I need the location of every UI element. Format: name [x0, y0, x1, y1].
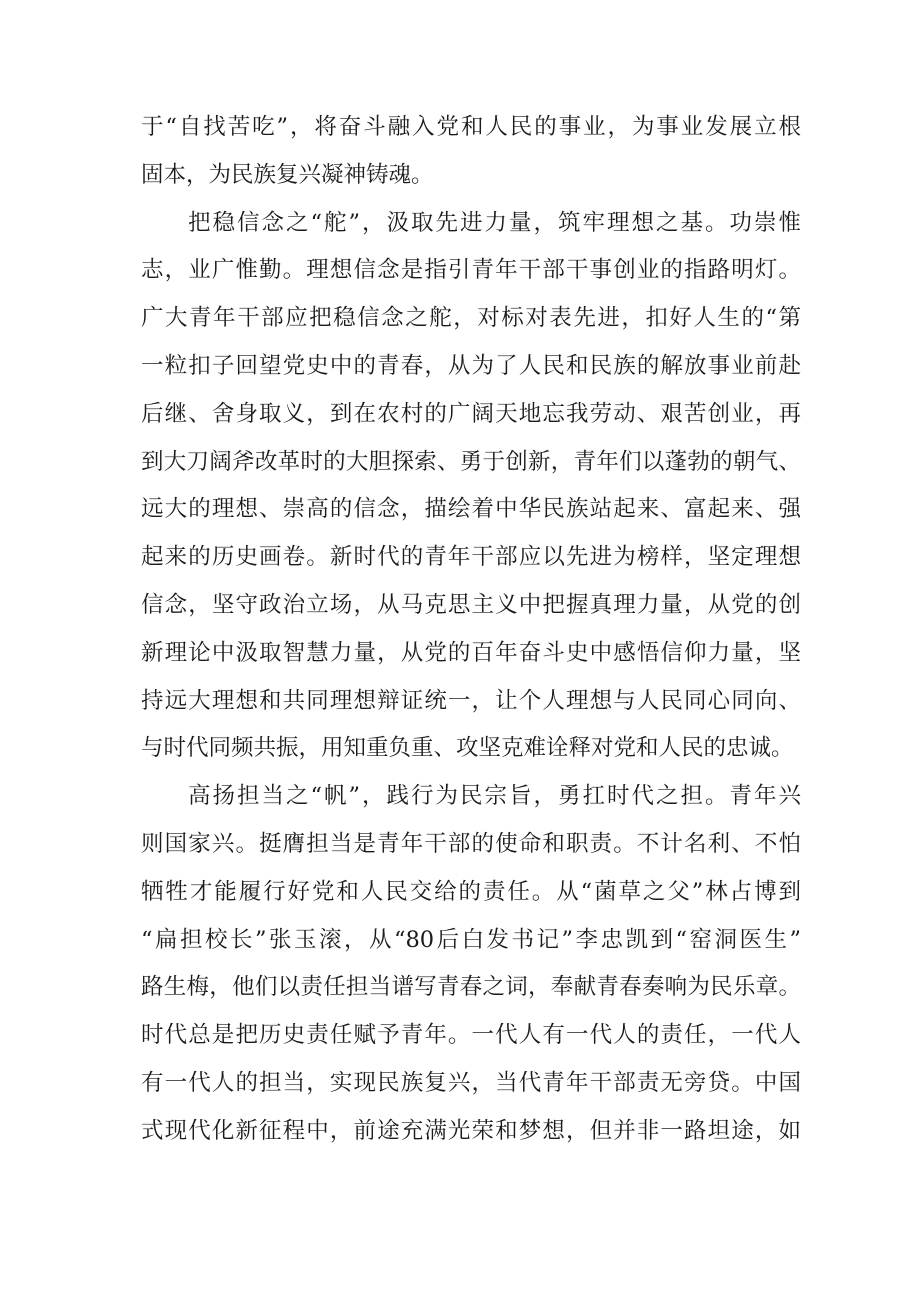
text-line: 牺牲才能履行好党和人民交给的责任。从“菌草之父”林占博到	[141, 878, 801, 905]
text-line: 新理论中汲取智慧力量，从党的百年奋斗史中感悟信仰力量，坚	[141, 639, 801, 666]
text-line: 有一代人的担当，实现民族复兴，当代青年干部责无旁贷。中国	[141, 1069, 801, 1096]
body-text	[141, 104, 801, 1156]
text-line: 则国家兴。挺膺担当是青年干部的使命和职责。不计名利、不怕	[141, 830, 801, 857]
text-line: 后继、舍身取义，到在农村的广阔天地忘我劳动、艰苦创业，再	[141, 400, 801, 427]
text-line: 起来的历史画卷。新时代的青年干部应以先进为榜样，坚定理想	[141, 544, 801, 571]
text-line: “扁担校长”张玉滚，从“80后白发书记”李忠凯到“窑洞医生”	[141, 926, 801, 953]
text-line: 一粒扣子回望党史中的青春，从为了人民和民族的解放事业前赴	[141, 352, 801, 379]
text-line: 式现代化新征程中，前途充满光荣和梦想，但并非一路坦途，如	[141, 1117, 801, 1144]
paragraph-3	[141, 773, 801, 1155]
text-line: 固本，为民族复兴凝神铸魂。	[141, 161, 434, 188]
text-line: 志，业广惟勤。理想信念是指引青年干部干事创业的指路明灯。	[141, 257, 801, 284]
text-line: 到大刀阔斧改革时的大胆探索、勇于创新，青年们以蓬勃的朝气、	[141, 448, 801, 475]
paragraph-2	[141, 200, 801, 774]
text-line: 广大青年干部应把稳信念之舵，对标对表先进，扣好人生的“第	[141, 305, 801, 332]
text-line: 路生梅，他们以责任担当谱写青春之词，奉献青春奏响为民乐章。	[141, 974, 801, 1001]
text-line: 把稳信念之“舵”，汲取先进力量，筑牢理想之基。功崇惟	[188, 209, 801, 236]
text-line: 高扬担当之“帆”，践行为民宗旨，勇扛时代之担。青年兴	[188, 783, 801, 810]
text-line: 于“自找苦吃”，将奋斗融入党和人民的事业，为事业发展立根	[141, 114, 801, 140]
text-line: 持远大理想和共同理想辩证统一，让个人理想与人民同心同向、	[141, 687, 801, 714]
text-line: 时代总是把历史责任赋予青年。一代人有一代人的责任，一代人	[141, 1022, 801, 1049]
text-line: 远大的理想、崇高的信念，描绘着中华民族站起来、富起来、强	[141, 496, 801, 523]
text-line: 信念，坚守政治立场，从马克思主义中把握真理力量，从党的创	[141, 591, 801, 618]
text-line: 与时代同频共振，用知重负重、攻坚克难诠释对党和人民的忠诚。	[141, 735, 794, 762]
paragraph-1	[141, 104, 801, 200]
